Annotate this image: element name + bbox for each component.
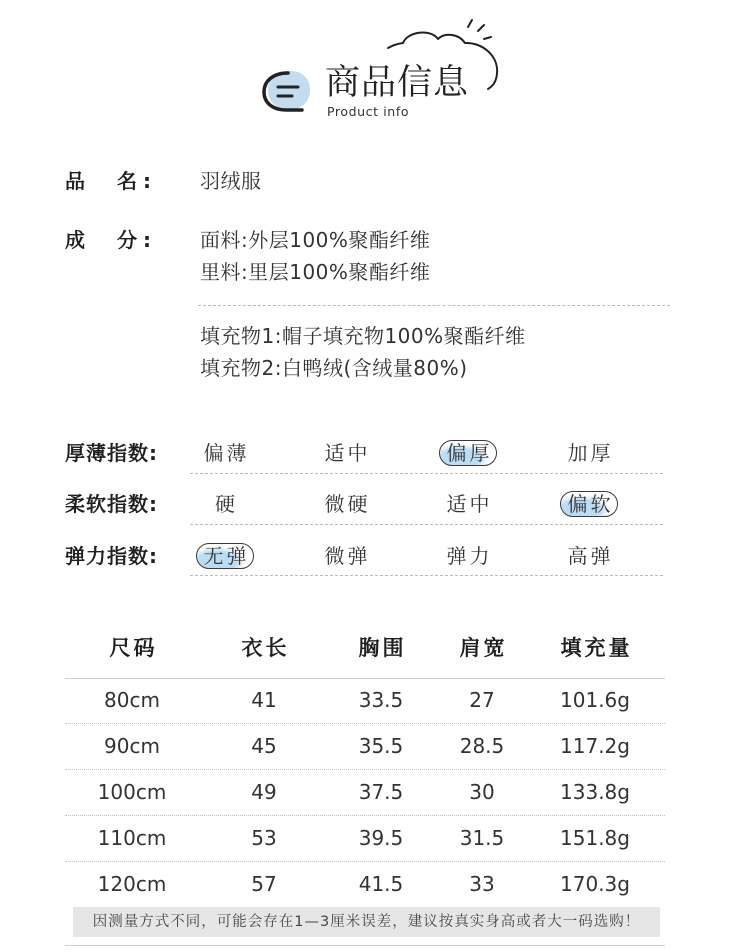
table-row-divider (65, 861, 665, 862)
softness-option: 偏软 (549, 491, 629, 517)
column-header-length: 衣长 (241, 636, 290, 660)
column-header-shoulder: 肩宽 (459, 636, 508, 660)
composition-outer-fabric: 面料:外层100%聚酯纤维 (200, 228, 431, 252)
table-cell: 49 (251, 780, 277, 804)
table-row-divider (65, 723, 665, 724)
page-title: 商品信息 (325, 63, 470, 103)
table-cell: 117.2g (560, 734, 630, 758)
table-header-row (0, 635, 730, 661)
thickness-index-row (0, 440, 730, 466)
thickness-option: 偏薄 (203, 441, 250, 465)
table-cell: 133.8g (560, 780, 630, 804)
table-bottom-divider (65, 945, 665, 946)
composition-filling-2: 填充物2:白鸭绒(含绒量80%) (200, 356, 468, 380)
elasticity-option: 弹力 (446, 544, 493, 568)
table-cell: 100cm (97, 780, 167, 804)
elasticity-index-row (0, 543, 730, 569)
softness-option: 硬 (215, 492, 238, 516)
column-header-size: 尺码 (109, 636, 158, 660)
table-cell: 39.5 (358, 826, 404, 850)
table-row (0, 687, 730, 713)
column-header-fill-weight: 填充量 (560, 636, 633, 660)
product-name-value: 羽绒服 (200, 169, 262, 193)
elasticity-option: 微弹 (324, 544, 371, 568)
table-row-divider (65, 815, 665, 816)
composition-lining: 里料:里层100%聚酯纤维 (200, 260, 431, 284)
table-cell: 31.5 (459, 826, 505, 850)
table-cell: 30 (469, 780, 495, 804)
table-cell: 41 (251, 688, 277, 712)
table-row (0, 825, 730, 851)
softness-divider (190, 524, 663, 525)
table-row (0, 733, 730, 759)
table-cell: 27 (469, 688, 495, 712)
table-cell: 28.5 (459, 734, 505, 758)
composition-label: 成 分: (65, 228, 157, 252)
thickness-divider (190, 473, 663, 474)
table-row (0, 779, 730, 805)
elasticity-option: 无弹 (185, 543, 265, 569)
softness-index-row (0, 491, 730, 517)
table-cell: 37.5 (358, 780, 404, 804)
table-cell: 151.8g (560, 826, 630, 850)
product-name-label: 品 名: (65, 169, 157, 193)
softness-option: 微硬 (324, 492, 371, 516)
elasticity-divider (190, 575, 663, 576)
table-row (0, 871, 730, 897)
composition-filling-1: 填充物1:帽子填充物100%聚酯纤维 (200, 324, 526, 348)
thickness-index-label: 厚薄指数: (65, 441, 158, 465)
table-cell: 33.5 (358, 688, 404, 712)
table-cell: 45 (251, 734, 277, 758)
table-header-divider (65, 678, 665, 679)
table-cell: 33 (469, 872, 495, 896)
softness-index-label: 柔软指数: (65, 492, 158, 516)
table-cell: 120cm (97, 872, 167, 896)
thickness-option: 偏厚 (428, 440, 508, 466)
composition-divider (198, 305, 670, 306)
thickness-option: 适中 (324, 441, 371, 465)
measurement-note: 因测量方式不同，可能会存在1—3厘米误差，建议按真实身高或者大一码选购！ (73, 907, 660, 937)
column-header-chest: 胸围 (358, 636, 407, 660)
table-cell: 170.3g (560, 872, 630, 896)
table-cell: 101.6g (560, 688, 630, 712)
table-cell: 53 (251, 826, 277, 850)
elasticity-index-label: 弹力指数: (65, 544, 158, 568)
table-cell: 90cm (104, 734, 160, 758)
elasticity-option: 高弹 (567, 544, 614, 568)
table-cell: 110cm (97, 826, 167, 850)
softness-option: 适中 (446, 492, 493, 516)
table-cell: 80cm (104, 688, 160, 712)
table-row-divider (65, 769, 665, 770)
thickness-option: 加厚 (567, 441, 614, 465)
table-cell: 41.5 (358, 872, 404, 896)
chat-bubble-icon (258, 66, 314, 116)
page-subtitle: Product info (327, 104, 410, 119)
table-cell: 35.5 (358, 734, 404, 758)
table-cell: 57 (251, 872, 277, 896)
